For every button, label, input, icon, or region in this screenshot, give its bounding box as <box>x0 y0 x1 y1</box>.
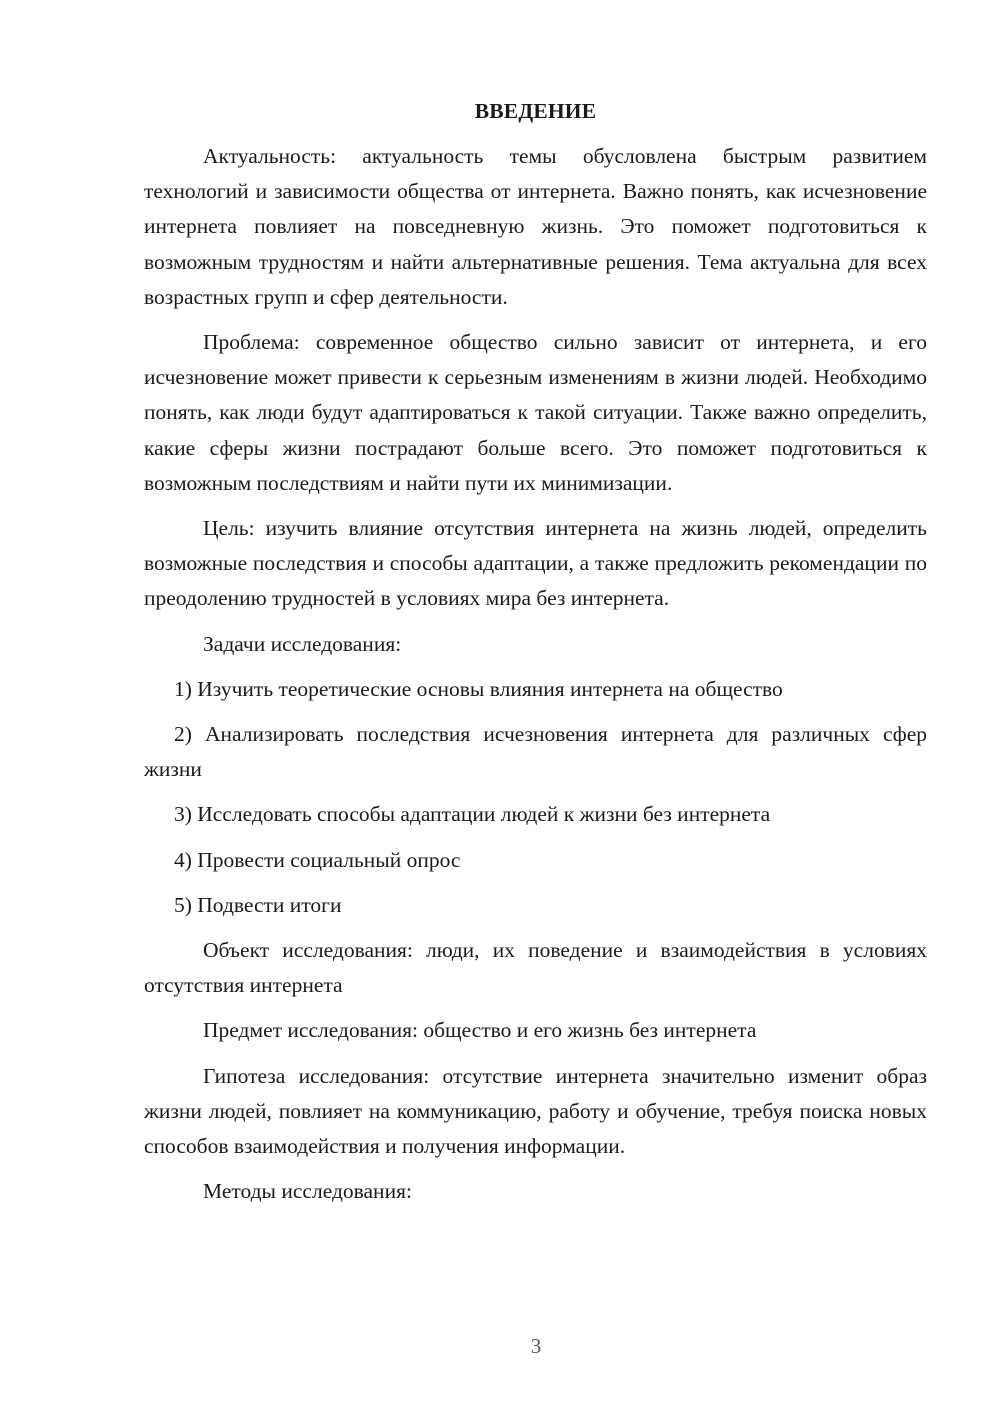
task-item-5: 5) Подвести итоги <box>174 892 342 917</box>
paragraph-relevance: Актуальность: актуальность темы обусловлена быстрым развитием технологий и зависимости общества от интернета. Важно понять, как исчезновение интернета повлияет на повседневную жизнь. Это поможет подготовиться к возможным трудностям и найти альтернативные решения. Тема актуальна для всех возрастных групп и сфер деятельности. <box>144 144 927 309</box>
tasks-heading: Задачи исследования: <box>203 631 402 656</box>
paragraph-goal: Цель: изучить влияние отсутствия интернета на жизнь людей, определить возможные последствия и способы адаптации, а также предложить рекомендации по преодолению трудностей в условиях мира без интернета. <box>144 516 927 611</box>
paragraph-subject: Предмет исследования: общество и его жизнь без интернета <box>203 1018 757 1043</box>
task-item-2: 2) Анализировать последствия исчезновения интернета для различных сфер жизни <box>144 722 927 782</box>
page-title: ВВЕДЕНИЕ <box>474 99 597 123</box>
task-item-3: 3) Исследовать способы адаптации людей к жизни без интернета <box>174 802 771 827</box>
paragraph-object: Объект исследования: люди, их поведение и взаимодействия в условиях отсутствия интернета <box>144 938 927 998</box>
task-item-4: 4) Провести социальный опрос <box>174 847 461 872</box>
paragraph-hypothesis: Гипотеза исследования: отсутствие интернета значительно изменит образ жизни людей, повлияет на коммуникацию, работу и обучение, требуя поиска новых способов взаимодействия и получения информации. <box>144 1063 927 1159</box>
page-number: 3 <box>530 1334 542 1358</box>
task-item-1: 1) Изучить теоретические основы влияния интернета на общество <box>174 676 783 701</box>
document-page <box>144 94 927 1219</box>
methods-heading: Методы исследования: <box>203 1179 412 1204</box>
paragraph-problem: Проблема: современное общество сильно зависит от интернета, и его исчезновение может привести к серьезным изменениям в жизни людей. Необходимо понять, как люди будут адаптироваться к такой ситуации. Также важно определить, какие сферы жизни пострадают больше всего. Это поможет подготовиться к возможным последствиям и найти пути их минимизации. <box>144 330 927 495</box>
